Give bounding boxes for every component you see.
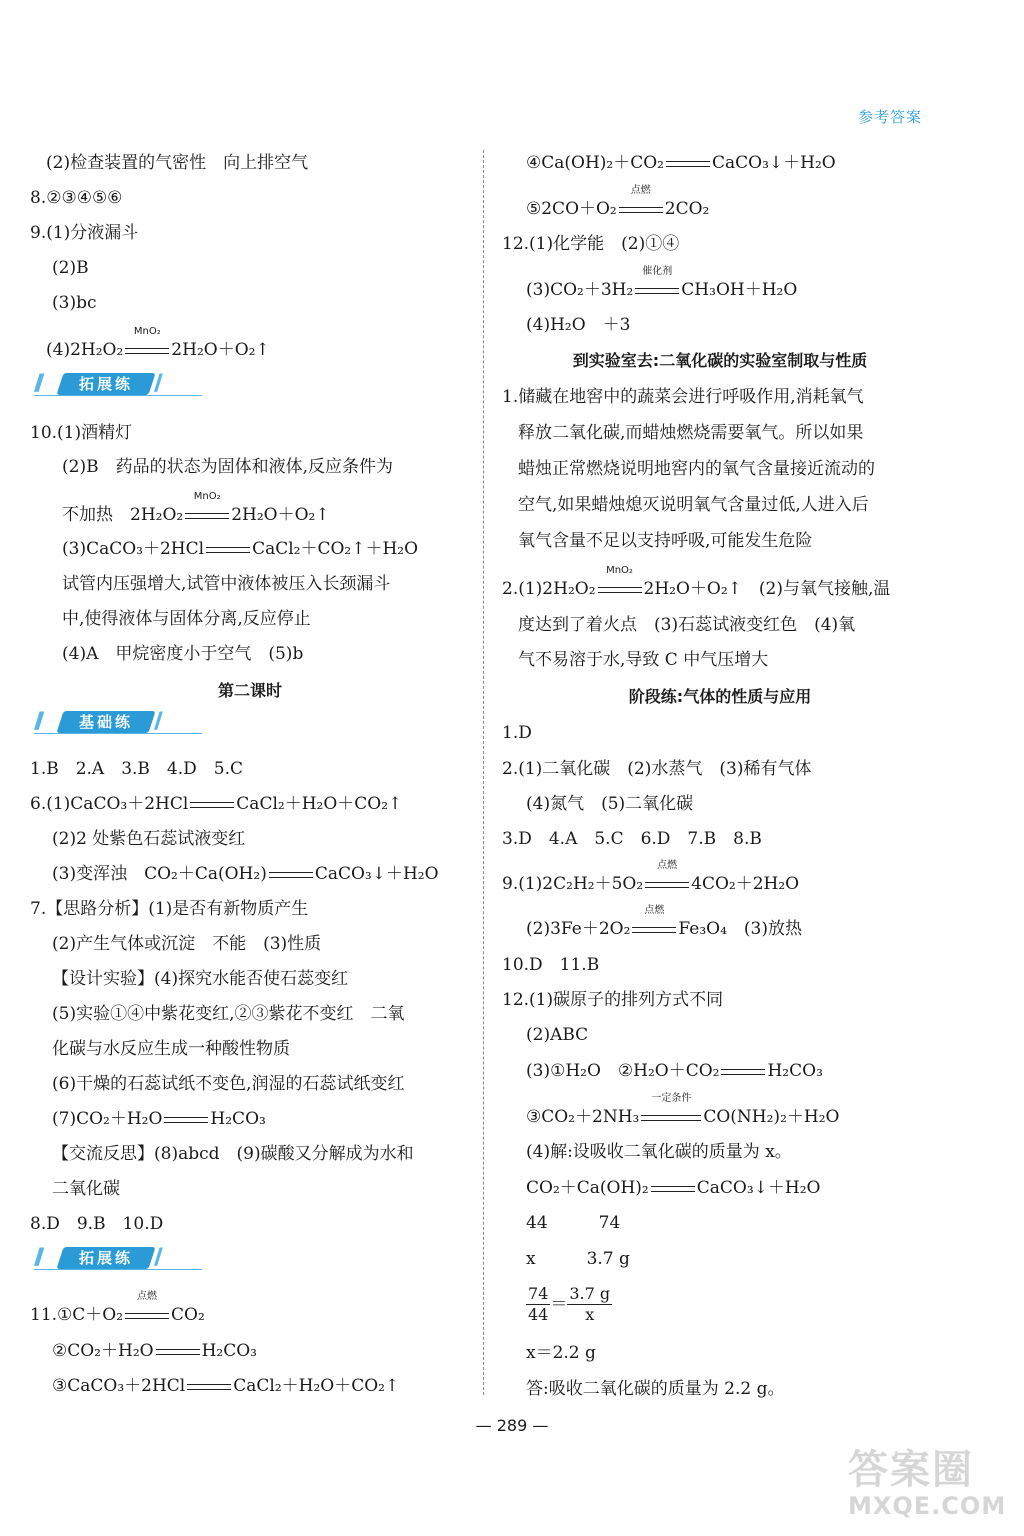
watermark-bottom: MXQE.COM bbox=[848, 1492, 1007, 1520]
equation-products: CaCl₂＋CO₂↑＋H₂O bbox=[252, 539, 419, 559]
reaction-condition bbox=[719, 1060, 767, 1082]
banner-label: 基础练 bbox=[78, 713, 133, 731]
equation-line bbox=[526, 185, 710, 220]
reaction-condition bbox=[185, 1375, 233, 1397]
equation-reactants: (7)CO₂＋H₂O bbox=[52, 1109, 163, 1129]
equation-reactants: (3)CaCO₃＋2HCl bbox=[62, 539, 205, 559]
reaction-condition bbox=[664, 152, 712, 174]
stripe-icon: /// bbox=[34, 371, 39, 396]
text-line: 7.【思路分析】(1)是否有新物质产生 bbox=[30, 899, 309, 919]
equation-products: H₂CO₃ bbox=[201, 1341, 257, 1361]
equation-reactants: (3)CO₂＋3H₂ bbox=[526, 280, 634, 300]
text-line: 8.D 9.B 10.D bbox=[30, 1214, 164, 1234]
text-line: (4)H₂O ＋3 bbox=[526, 315, 631, 335]
condition-label: 催化剂 bbox=[642, 266, 673, 277]
equation-products: 4CO₂＋2H₂O bbox=[691, 874, 800, 894]
text-line: (2)ABC bbox=[526, 1025, 589, 1045]
reaction-condition bbox=[123, 1291, 171, 1326]
text-line: 氧气含量不足以支持呼吸,可能发生危险 bbox=[518, 531, 813, 551]
equation-reactants: (3)①H₂O ②H₂O＋CO₂ bbox=[526, 1061, 720, 1081]
section-banner bbox=[34, 372, 184, 396]
banner-label: 拓展练 bbox=[78, 375, 133, 393]
reaction-condition bbox=[188, 793, 236, 815]
stripe-icon: // bbox=[154, 371, 157, 396]
equation-reactants: 6.(1)CaCO₃＋2HCl bbox=[30, 794, 189, 814]
condition-label: MnO₂ bbox=[193, 491, 221, 502]
text-line: 10.(1)酒精灯 bbox=[30, 423, 133, 443]
reaction-condition bbox=[643, 860, 691, 895]
equation-products: CaCl₂＋H₂O＋CO₂↑ bbox=[236, 794, 403, 814]
equation-line bbox=[526, 1060, 823, 1082]
text-line: 8.②③④⑤⑥ bbox=[30, 188, 123, 208]
equation-line bbox=[526, 905, 802, 940]
equation-reactants: ⑤2CO＋O₂ bbox=[526, 199, 617, 219]
text-line: 试管内压强增大,试管中液体被压入长颈漏斗 bbox=[62, 574, 391, 594]
equation-products: 2H₂O＋O₂↑ (2)与氧气接触,温 bbox=[643, 579, 891, 599]
equation-line bbox=[526, 1093, 840, 1128]
equation-products: H₂CO₃ bbox=[210, 1109, 266, 1129]
equation-products: H₂CO₃ bbox=[767, 1061, 823, 1081]
text-line: 3.D 4.A 5.C 6.D 7.B 8.B bbox=[502, 829, 762, 849]
text-line: x＝2.2 g bbox=[526, 1343, 596, 1363]
reaction-condition bbox=[154, 1340, 202, 1362]
text-line: 10.D 11.B bbox=[502, 955, 600, 975]
equation-reactants: (3)变浑浊 CO₂＋Ca(OH₂) bbox=[52, 864, 267, 884]
equation-line bbox=[30, 1291, 205, 1326]
equation-products: 2H₂O＋O₂↑ bbox=[231, 505, 330, 525]
stripe-icon: // bbox=[154, 1245, 157, 1270]
reaction-condition bbox=[183, 491, 231, 526]
watermark-top: 答案圈 bbox=[848, 1447, 974, 1493]
text-line: 蜡烛正常燃烧说明地窖内的氧气含量接近流动的 bbox=[518, 459, 875, 479]
text-line: 答:吸收二氧化碳的质量为 2.2 g。 bbox=[526, 1379, 785, 1399]
section-banner bbox=[34, 1246, 184, 1270]
text-line: 1.B 2.A 3.B 4.D 5.C bbox=[30, 759, 243, 779]
equation-products: 2CO₂ bbox=[664, 199, 710, 219]
condition-label: 点燃 bbox=[630, 185, 651, 196]
condition-label: MnO₂ bbox=[606, 565, 633, 576]
fraction-equation bbox=[526, 1284, 612, 1325]
text-line: 12.(1)碳原子的排列方式不同 bbox=[502, 990, 724, 1010]
equation-products: Fe₃O₄ (3)放热 bbox=[678, 919, 802, 939]
equation-products: CaCl₂＋H₂O＋CO₂↑ bbox=[233, 1376, 400, 1396]
text-line: 度达到了着火点 (3)石蕊试液变红色 (4)氧 bbox=[518, 615, 856, 635]
equation-reactants: CO₂＋Ca(OH)₂ bbox=[526, 1178, 649, 1198]
text-line: 二氧化碳 bbox=[52, 1179, 120, 1199]
fraction bbox=[526, 1284, 550, 1325]
equation-products: CH₃OH＋H₂O bbox=[681, 280, 798, 300]
header-label: 参考答案 bbox=[858, 108, 923, 126]
equation-products: CaCO₃↓＋H₂O bbox=[711, 153, 836, 173]
reaction-condition bbox=[267, 863, 315, 885]
text-line: (3)bc bbox=[52, 293, 97, 313]
section-heading: 到实验室去:二氧化碳的实验室制取与性质 bbox=[572, 351, 868, 370]
text-line: 12.(1)化学能 (2)①④ bbox=[502, 234, 680, 254]
equation-line bbox=[502, 860, 800, 895]
equation-reactants: 11.①C＋O₂ bbox=[30, 1305, 124, 1325]
equation-line bbox=[526, 152, 836, 174]
equation-line bbox=[52, 1340, 257, 1362]
text-line: 9.(1)分液漏斗 bbox=[30, 223, 139, 243]
equation-line bbox=[52, 863, 439, 885]
equation-reactants: (4)2H₂O₂ bbox=[46, 340, 124, 360]
reaction-condition bbox=[204, 538, 252, 560]
column-divider bbox=[483, 150, 484, 1395]
text-line: 化碳与水反应生成一种酸性物质 bbox=[52, 1039, 290, 1059]
condition-label: 点燃 bbox=[644, 905, 665, 916]
text-line: 释放二氧化碳,而蜡烛燃烧需要氧气。所以如果 bbox=[518, 423, 864, 443]
text-line: (6)干燥的石蕊试纸不变色,润湿的石蕊试纸变红 bbox=[52, 1074, 405, 1094]
equation-reactants: 2.(1)2H₂O₂ bbox=[502, 579, 596, 599]
equation-products: CO(NH₂)₂＋H₂O bbox=[703, 1107, 840, 1127]
equation-line bbox=[62, 538, 418, 560]
fraction-denominator: x bbox=[585, 1305, 595, 1324]
section-banner bbox=[34, 710, 184, 734]
text-line: (2)产生气体或沉淀 不能 (3)性质 bbox=[52, 934, 322, 954]
text-line: (4)解:设吸收二氧化碳的质量为 x。 bbox=[526, 1142, 792, 1162]
equation-line bbox=[30, 793, 402, 815]
stripe-icon: // bbox=[154, 709, 157, 734]
text-line: 空气,如果蜡烛熄灭说明氧气含量过低,人进入后 bbox=[518, 495, 869, 515]
reaction-condition bbox=[633, 266, 681, 301]
equation-reactants: ④Ca(OH)₂＋CO₂ bbox=[526, 153, 664, 173]
text-line: 【设计实验】(4)探究水能否使石蕊变红 bbox=[52, 969, 349, 989]
stripe-icon: /// bbox=[34, 709, 39, 734]
section-heading: 第二课时 bbox=[217, 681, 282, 700]
equation-products: CaCO₃↓＋H₂O bbox=[314, 864, 439, 884]
text-line: (2)检查装置的气密性 向上排空气 bbox=[46, 153, 309, 173]
reaction-condition bbox=[617, 185, 665, 220]
text-line: 中,使得液体与固体分离,反应停止 bbox=[62, 609, 311, 629]
fraction bbox=[567, 1284, 612, 1325]
fraction-numerator: 3.7 g bbox=[569, 1284, 611, 1303]
condition-label: 点燃 bbox=[137, 1291, 158, 1302]
equation-products: 2H₂O＋O₂↑ bbox=[171, 340, 270, 360]
text-line: 1.D bbox=[502, 723, 532, 743]
text-line: x 3.7 g bbox=[526, 1249, 630, 1269]
stripe-icon: /// bbox=[34, 1245, 39, 1270]
equation-reactants: ③CO₂＋2NH₃ bbox=[526, 1107, 640, 1127]
reaction-condition bbox=[649, 1177, 697, 1199]
equation-reactants: 9.(1)2C₂H₂＋5O₂ bbox=[502, 874, 644, 894]
text-line: 44 74 bbox=[526, 1213, 621, 1233]
page-number: — 289 — bbox=[475, 1416, 549, 1435]
equation-reactants: ③CaCO₃＋2HCl bbox=[52, 1376, 186, 1396]
equation-line bbox=[46, 326, 270, 361]
reaction-condition bbox=[630, 905, 678, 940]
text-line: (5)实验①④中紫花变红,②③紫花不变红 二氧 bbox=[52, 1004, 405, 1024]
text-line: 气不易溶于水,导致 C 中气压增大 bbox=[518, 650, 769, 670]
equation-reactants: ②CO₂＋H₂O bbox=[52, 1341, 154, 1361]
condition-label: 一定条件 bbox=[651, 1093, 692, 1104]
condition-label: 点燃 bbox=[657, 860, 678, 871]
equation-products: CaCO₃↓＋H₂O bbox=[696, 1178, 821, 1198]
equation-reactants: 不加热 2H₂O₂ bbox=[62, 505, 184, 525]
fraction-numerator: 74 bbox=[528, 1284, 549, 1303]
reaction-condition bbox=[162, 1108, 210, 1130]
text-line: (2)B bbox=[52, 258, 89, 278]
equation-line bbox=[52, 1375, 399, 1397]
watermark-logo bbox=[848, 1448, 1018, 1528]
condition-label: MnO₂ bbox=[133, 326, 161, 337]
equation-line bbox=[52, 1108, 266, 1130]
text-line: (4)A 甲烷密度小于空气 (5)b bbox=[62, 644, 304, 664]
text-line: 2.(1)二氧化碳 (2)水蒸气 (3)稀有气体 bbox=[502, 759, 812, 779]
equation-line bbox=[526, 266, 798, 301]
text-line: (2)2 处紫色石蕊试液变红 bbox=[52, 829, 246, 849]
section-heading: 阶段练:气体的性质与应用 bbox=[628, 687, 812, 706]
reaction-condition bbox=[639, 1093, 703, 1128]
banner-label: 拓展练 bbox=[78, 1249, 133, 1267]
equation-reactants: (2)3Fe＋2O₂ bbox=[526, 919, 631, 939]
equation-line bbox=[526, 1177, 820, 1199]
equation-line bbox=[62, 491, 330, 526]
text-line: 【交流反思】(8)abcd (9)碳酸又分解成为水和 bbox=[52, 1144, 414, 1164]
equals-sign: ＝ bbox=[550, 1294, 568, 1315]
equation-line bbox=[502, 565, 891, 600]
equation-products: CO₂ bbox=[171, 1305, 205, 1325]
text-line: 1.储藏在地窖中的蔬菜会进行呼吸作用,消耗氧气 bbox=[502, 387, 864, 407]
text-line: (4)氮气 (5)二氧化碳 bbox=[526, 794, 694, 814]
text-line: (2)B 药品的状态为固体和液体,反应条件为 bbox=[62, 457, 393, 477]
reaction-condition bbox=[596, 565, 644, 600]
reaction-condition bbox=[123, 326, 171, 361]
fraction-denominator: 44 bbox=[528, 1305, 549, 1324]
